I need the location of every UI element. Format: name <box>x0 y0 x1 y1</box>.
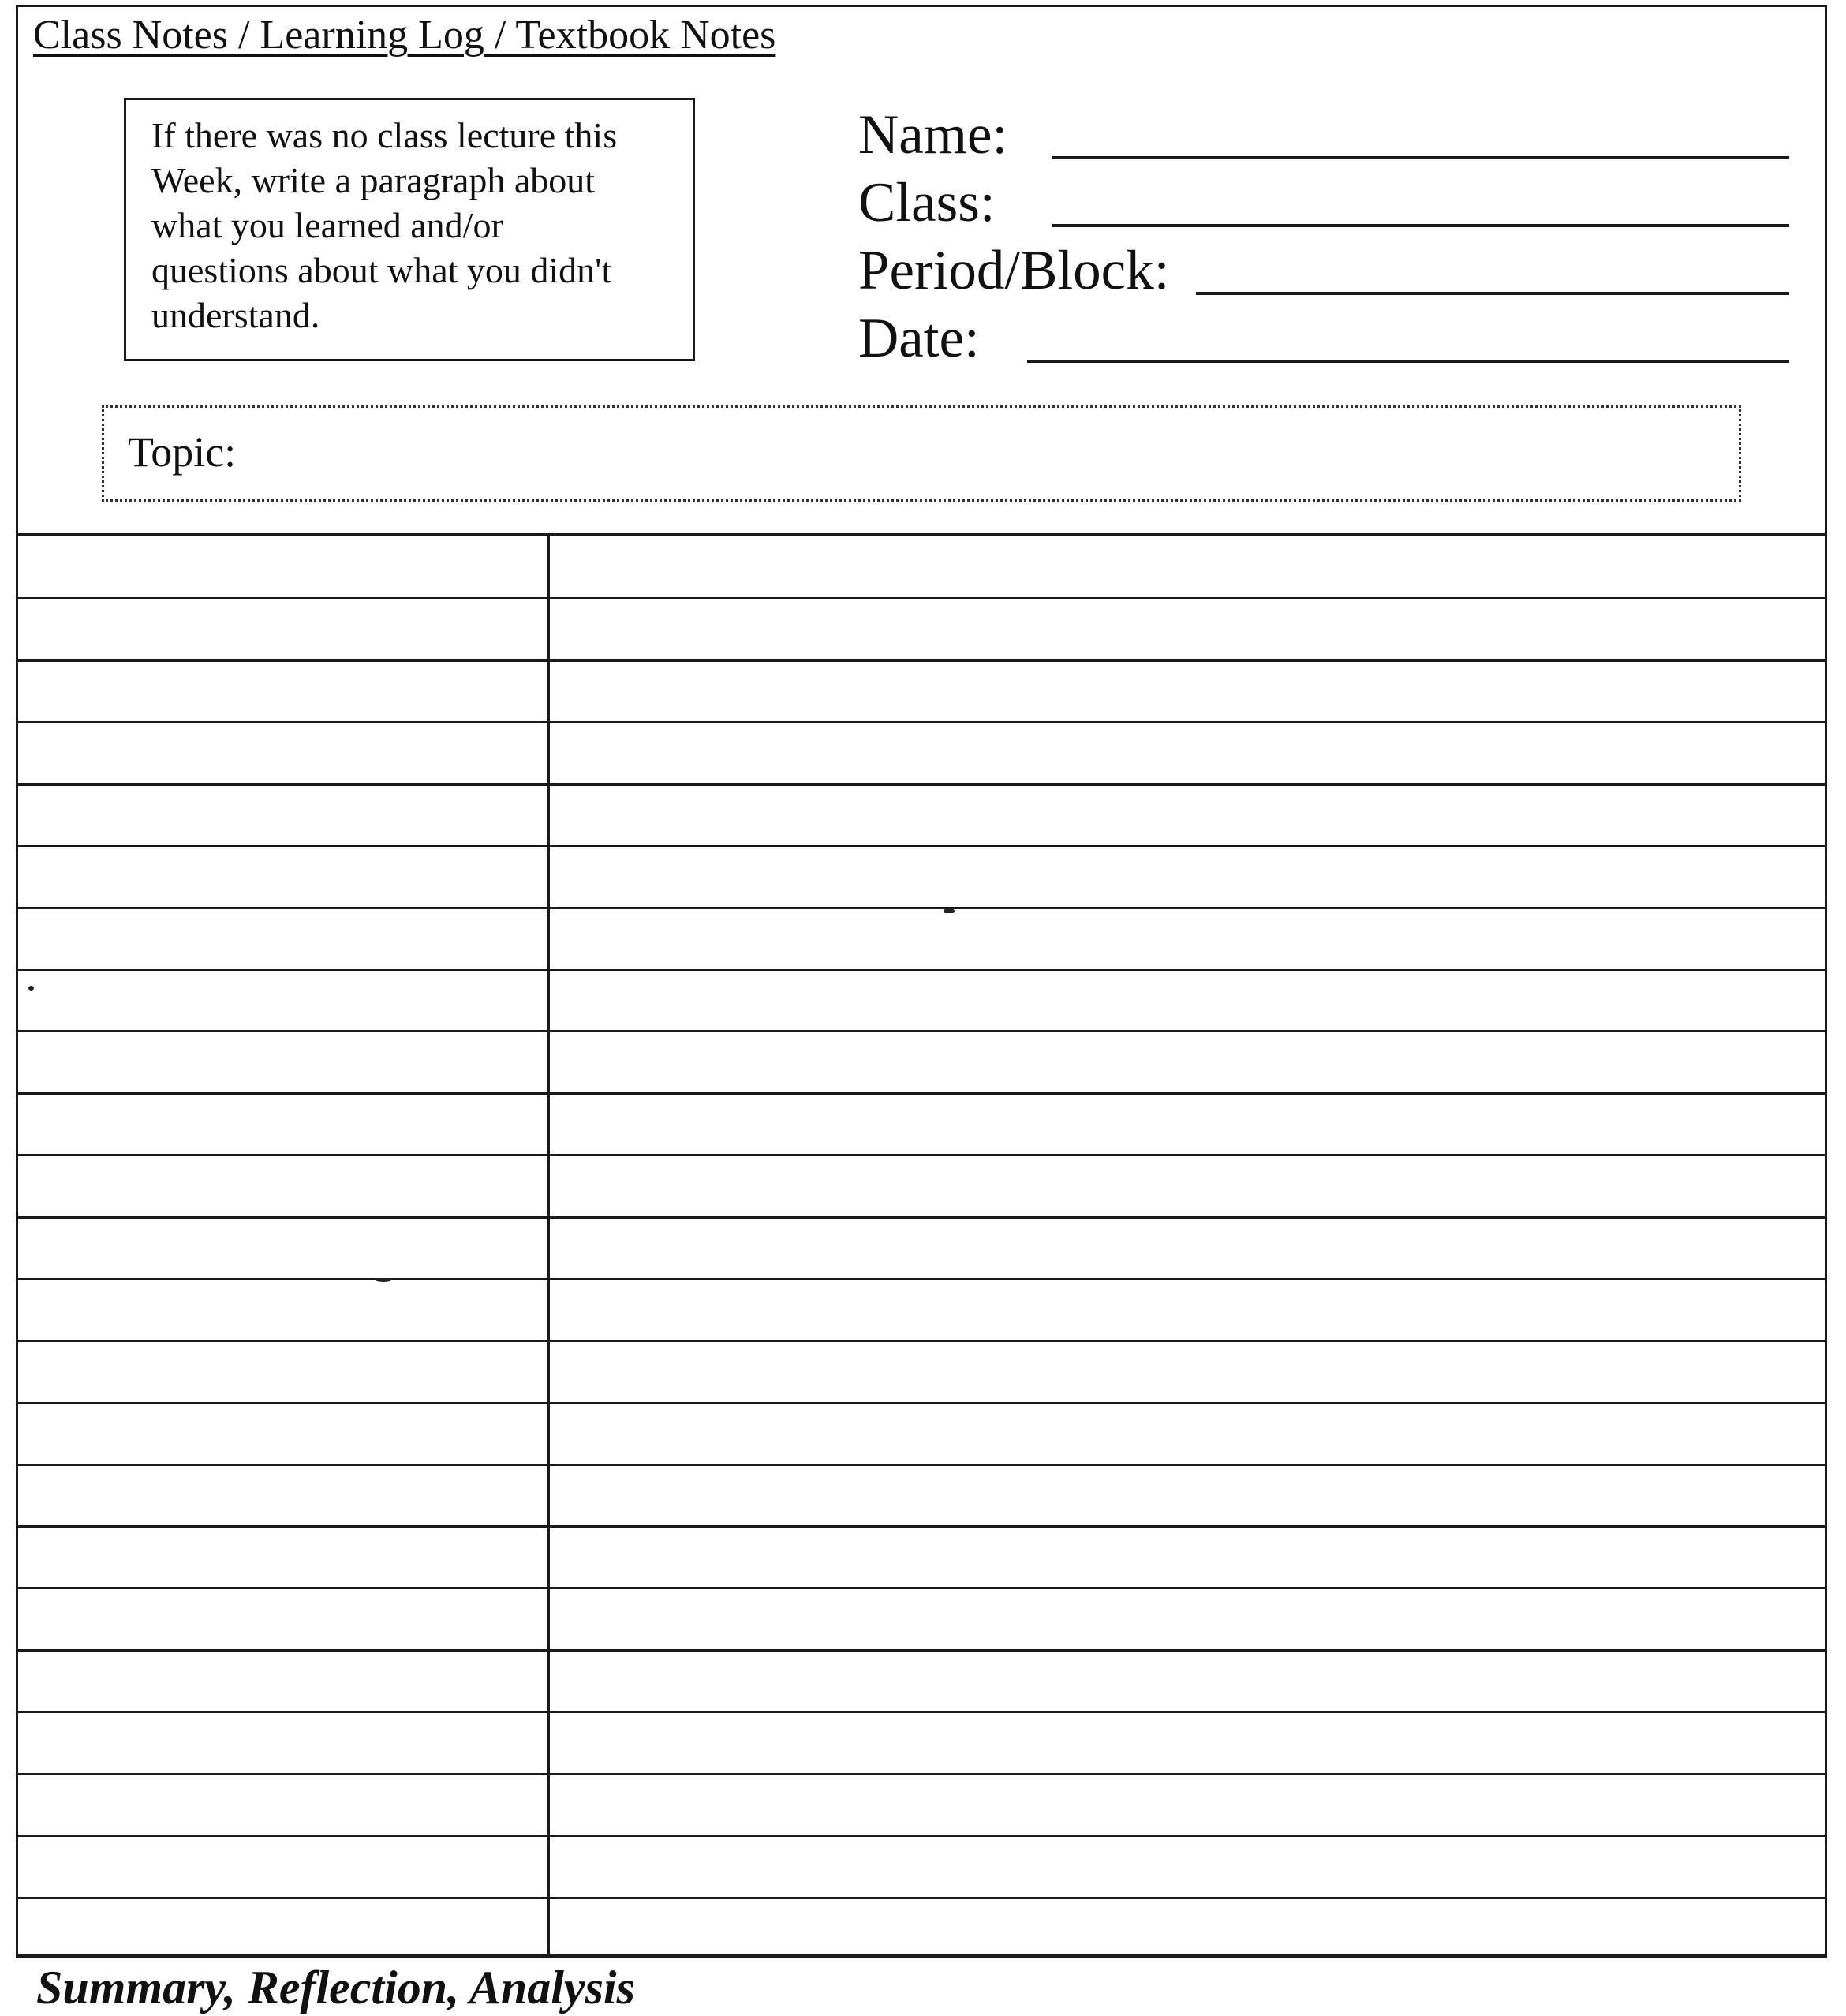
scan-speck <box>376 1278 391 1282</box>
class-input-line[interactable] <box>1052 224 1789 227</box>
notes-rule-line <box>16 1402 1827 1404</box>
notes-rule-line <box>16 1216 1827 1219</box>
scan-speck <box>28 986 34 991</box>
notes-bottom-line <box>16 1956 1827 1958</box>
notes-rule-line <box>16 1464 1827 1466</box>
notes-rule-line <box>16 597 1827 599</box>
date-field <box>858 306 1789 371</box>
notes-rule-line <box>16 907 1827 909</box>
class-label: Class: <box>858 172 996 233</box>
notes-rule-line <box>16 969 1827 971</box>
period-block-field <box>858 238 1789 303</box>
topic-label: Topic: <box>128 428 237 476</box>
notes-rule-line <box>16 1030 1827 1032</box>
instruction-box <box>124 98 695 361</box>
notes-rule-line <box>16 1278 1827 1280</box>
summary-heading: Summary, Reflection, Analysis <box>36 1962 635 2014</box>
scan-speck <box>944 909 955 913</box>
topic-box[interactable] <box>102 405 1741 502</box>
name-input-line[interactable] <box>1052 156 1789 159</box>
notes-rule-line <box>16 1525 1827 1528</box>
notes-rule-line <box>16 1340 1827 1342</box>
date-input-line[interactable] <box>1027 360 1789 363</box>
notes-rule-line <box>16 1154 1827 1156</box>
instruction-line: questions about what you didn't <box>151 250 612 290</box>
worksheet-title: Class Notes / Learning Log / Textbook Notes <box>33 13 776 58</box>
name-label: Name: <box>858 104 1008 166</box>
notes-rule-line <box>16 1649 1827 1652</box>
instruction-line: understand. <box>151 295 320 335</box>
instruction-line: If there was no class lecture this <box>151 115 618 155</box>
period-block-input-line[interactable] <box>1196 292 1789 295</box>
name-field <box>858 103 1789 167</box>
notes-rule-line <box>16 1835 1827 1837</box>
period-block-label: Period/Block: <box>858 240 1170 301</box>
notes-rule-line <box>16 1092 1827 1095</box>
notes-grid[interactable] <box>16 533 1827 1956</box>
notes-rule-line <box>16 659 1827 662</box>
class-field <box>858 170 1789 235</box>
notes-rule-line <box>16 1587 1827 1589</box>
cue-column-divider <box>547 536 550 1956</box>
instruction-line: Week, write a paragraph about <box>151 160 596 200</box>
notes-rule-line <box>16 1773 1827 1775</box>
instruction-line: what you learned and/or <box>151 205 503 245</box>
notes-rule-line <box>16 845 1827 847</box>
date-label: Date: <box>858 308 980 369</box>
notes-rule-line <box>16 721 1827 723</box>
notes-rule-line <box>16 1711 1827 1713</box>
notes-rule-line <box>16 783 1827 786</box>
notes-rule-line <box>16 1897 1827 1899</box>
